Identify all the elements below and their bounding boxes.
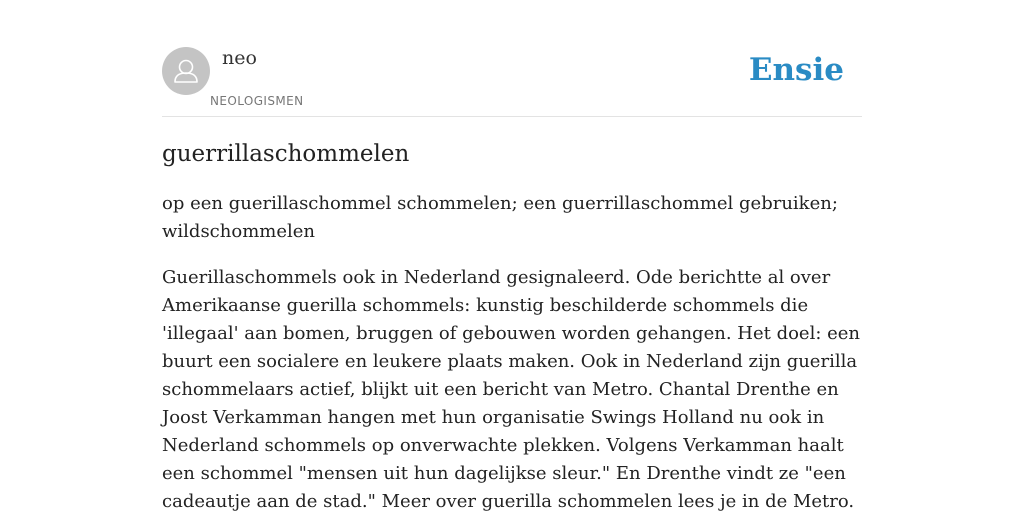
header [162, 0, 862, 117]
avatar[interactable] [162, 47, 210, 95]
author-name[interactable]: neo [222, 47, 257, 69]
user-icon [162, 47, 210, 95]
entry-content [162, 138, 862, 512]
entry-title: guerrillaschommelen [162, 141, 410, 167]
ensie-logo[interactable]: Ensie [748, 52, 844, 88]
category-label[interactable]: NEOLOGISMEN [210, 94, 304, 108]
entry-example: Guerillaschommels ook in Nederland gesignaleerd. Ode berichtte al over Amerikaanse guerilla schommels: kunstig beschilderde schommels die 'illegaal' aan bomen, bruggen of gebouwen worden gehangen. Het doel: een buurt een socialere en leukere plaats maken. Ook in Nederland zijn guerilla schommelaars actief, blijkt uit een bericht van Metro. Chantal Drenthe en Joost Verkamman hangen met hun organisatie Swings Holland nu ook in Nederland schommels op onverwachte plekken. Volgens Verkamman haalt een schommel "mensen uit hun dagelijkse sleur." En Drenthe vindt ze "een cadeautje aan de stad." Meer over guerilla schommelen lees je in de Metro. [162, 267, 861, 512]
entry-definition: op een guerillaschommel schommelen; een guerrillaschommel gebruiken; wildschommelen [162, 193, 838, 242]
